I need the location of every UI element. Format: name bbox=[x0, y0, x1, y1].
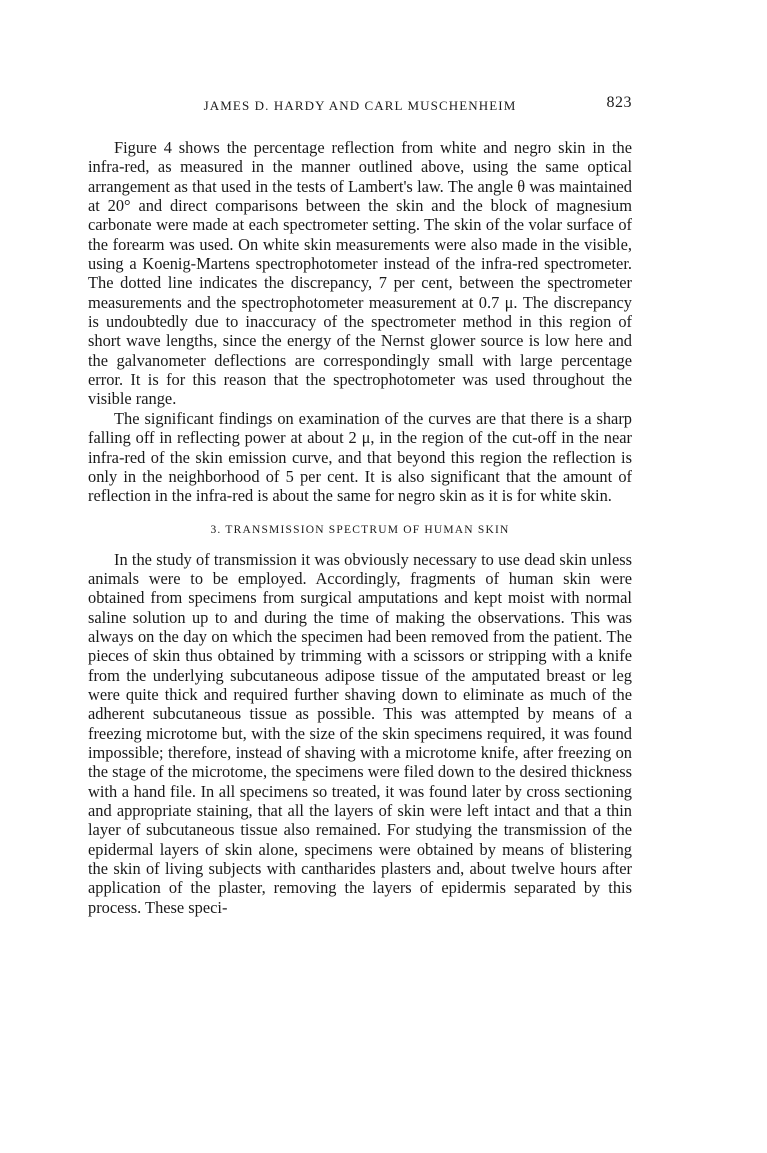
page bbox=[88, 92, 632, 917]
page-number: 823 bbox=[606, 94, 632, 111]
body-text bbox=[88, 138, 632, 917]
paragraph-significant-findings: The significant findings on examination of the curves are that there is a sharp falling off in reflecting power at about 2 μ, in the region of the cut-off in the near infra-red of the skin emission curve, and that beyond this region the reflection is only in the neighborhood of 5 per cent. It is also significant that the amount of reflection in the infra-red is about the same for negro skin as it is for white skin. bbox=[88, 408, 632, 506]
running-title: JAMES D. HARDY AND CARL MUSCHENHEIM bbox=[203, 98, 517, 113]
section-heading: 3. TRANSMISSION SPECTRUM OF HUMAN SKIN bbox=[210, 523, 510, 536]
paragraph-transmission-study: In the study of transmission it was obviously necessary to use dead skin unless animals were to be employed. Accordingly, fragments of human skin were obtained from specimens from surgical amputations and kept moist with normal saline solution up to and during the time of making the observations. This was always on the day on which the specimen had been removed from the patient. The pieces of skin thus obtained by trimming with a scissors or stripping with a knife from the underlying subcutaneous adipose tissue of the amputated breast or leg were quite thick and required further shaving down to eliminate as much of the adherent subcutaneous tissue as possible. This was attempted by means of a freezing microtome but, with the size of the skin specimens required, it was found impossible; therefore, instead of shaving with a microtome knife, after freezing on the stage of the microtome, the specimens were filed down to the desired thickness with a hand file. In all specimens so treated, it was found later by cross sectioning and appropriate staining, that all the layers of skin were left intact and that a thin layer of subcutaneous tissue also remained. For studying the transmission of the epidermal layers of skin alone, specimens were obtained by means of blistering the skin of living subjects with cantharides plasters and, about twelve hours after application of the plaster, removing the layers of epidermis separated by this process. These speci- bbox=[88, 549, 632, 917]
running-head bbox=[88, 92, 632, 118]
paragraph-reflection-figure: Figure 4 shows the percentage reflection from white and negro skin in the infra-red, as measured in the manner outlined above, using the same optical arrangement as that used in the tests of Lambert's law. The angle θ was maintained at 20° and direct comparisons between the skin and the block of magnesium carbonate were made at each spectrometer setting. The skin of the volar surface of the forearm was used. On white skin measurements were also made in the visible, using a Koenig-Martens spectrophotometer instead of the infra-red spectrometer. The dotted line indicates the discrepancy, 7 per cent, between the spectrometer measurements and the spectrophotometer measurement at 0.7 μ. The discrepancy is undoubtedly due to inaccuracy of the spectrometer method in this region of short wave lengths, since the energy of the Nernst glower source is low here and the galvanometer deflections are correspondingly small with large percentage error. It is for this reason that the spectrophotometer was used throughout the visible range. bbox=[88, 138, 632, 409]
